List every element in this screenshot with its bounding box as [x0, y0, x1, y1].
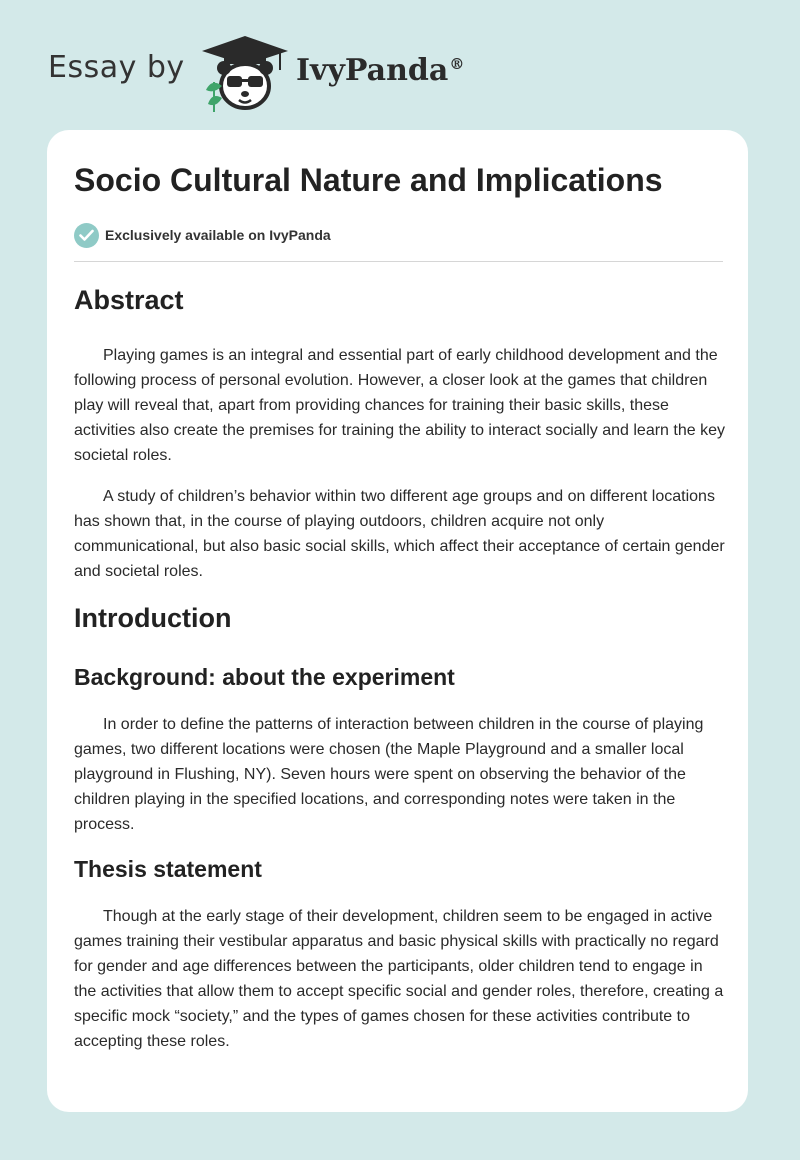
brand-text: IvyPanda — [296, 53, 449, 88]
section-heading-thesis: Thesis statement — [74, 856, 262, 882]
abstract-paragraph-1: Playing games is an integral and essential part of early childhood development and the following process of personal evolution. However, a closer look at the games that children play will reveal that, apart from providing chances for training their basic skills, these activities also create the premises for training the ability to interact socially and learn the key societal roles. — [74, 347, 725, 464]
availability-badge — [74, 222, 331, 248]
panda-graduate-icon[interactable] — [200, 32, 290, 114]
page-title: Socio Cultural Nature and Implications — [74, 162, 663, 198]
section-heading-abstract: Abstract — [74, 285, 184, 315]
section-heading-introduction: Introduction — [74, 603, 232, 633]
section-heading-background: Background: about the experiment — [74, 664, 455, 690]
essay-card — [47, 130, 748, 1112]
check-circle-icon — [74, 223, 99, 248]
title-divider — [74, 261, 723, 262]
brand-name[interactable] — [296, 53, 464, 88]
registered-mark: ® — [449, 55, 465, 73]
background-paragraph-1: In order to define the patterns of interaction between children in the course of playing games, two different locations were chosen (the Maple Playground and a smaller local playground in Flushing, NY). Seven hours were spent on observing the behavior of the children playing in the specified locations, and corresponding notes were taken in the process. — [74, 716, 704, 833]
abstract-paragraph-2: A study of children’s behavior within two different age groups and on different locations has shown that, in the course of playing outdoors, children acquire not only communicational, but also basic social skills, which affect their acceptance of certain gender and societal roles. — [74, 488, 725, 580]
availability-text: Exclusively available on IvyPanda — [105, 227, 331, 243]
site-header — [0, 0, 800, 130]
essay-by-label: Essay by — [48, 50, 185, 85]
thesis-paragraph-1: Though at the early stage of their development, children seem to be engaged in active games training their vestibular apparatus and basic physical skills with practically no regard for gender and age differences between the participants, older children tend to engage in the activities that allow them to accept specific social and gender roles, therefore, creating a specific mock “society,” and the types of games chosen for these activities contribute to accepting these roles. — [74, 908, 724, 1050]
